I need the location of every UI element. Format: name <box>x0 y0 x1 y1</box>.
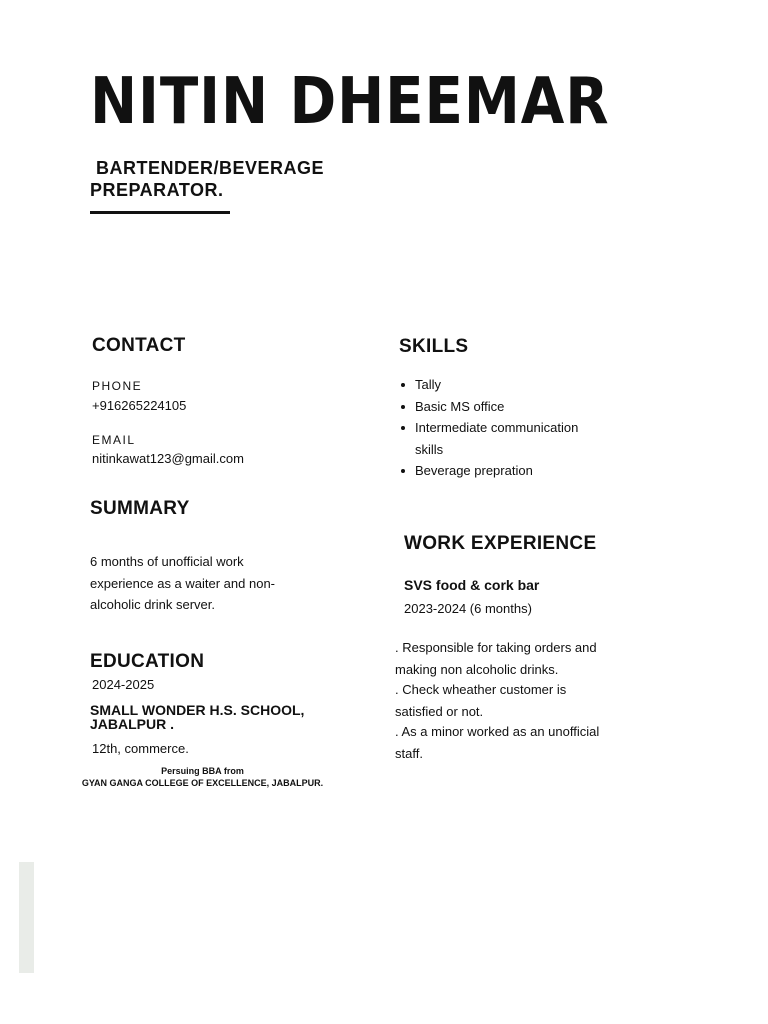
education-note <box>80 765 325 789</box>
work-heading: WORK EXPERIENCE <box>404 533 597 554</box>
job-title-line1: BARTENDER/BEVERAGE <box>96 158 325 178</box>
education-years: 2024-2025 <box>92 677 155 692</box>
phone-value: +916265224105 <box>92 398 187 413</box>
skills-heading: SKILLS <box>399 336 469 357</box>
candidate-name: NITIN DHEEMAR <box>90 65 610 139</box>
skill-item: Basic MS office <box>399 396 609 418</box>
skill-item: Beverage prepration <box>399 460 609 482</box>
work-duty-3: . As a minor worked as an unofficial staff. <box>395 724 600 761</box>
title-underline <box>90 211 230 214</box>
job-title-line2: PREPARATOR. <box>90 180 224 200</box>
work-duty-2: . Check wheather customer is satisfied or not. <box>395 682 567 719</box>
decorative-sidebar <box>19 862 34 973</box>
education-detail: 12th, commerce. <box>92 741 189 756</box>
school-name: SMALL WONDER H.S. SCHOOL, JABALPUR . <box>90 702 305 732</box>
summary-heading: SUMMARY <box>90 498 190 519</box>
phone-label: PHONE <box>92 379 143 393</box>
skills-list <box>399 374 609 482</box>
job-title <box>90 157 324 201</box>
education-heading: EDUCATION <box>90 651 205 672</box>
work-period: 2023-2024 (6 months) <box>404 601 532 616</box>
email-label: EMAIL <box>92 433 136 447</box>
email-value: nitinkawat123@gmail.com <box>92 451 244 466</box>
contact-heading: CONTACT <box>92 335 186 356</box>
summary-text: 6 months of unofficial work experience as a waiter and non-alcoholic drink server. <box>90 554 276 612</box>
education-note-line2: GYAN GANGA COLLEGE OF EXCELLENCE, JABALPUR. <box>81 778 324 788</box>
education-note-line1: Persuing BBA from <box>161 766 244 776</box>
skill-item: Tally <box>399 374 609 396</box>
skill-item: Intermediate communication skills <box>399 417 609 460</box>
employer-name: SVS food & cork bar <box>404 577 540 593</box>
work-duty-1: . Responsible for taking orders and making non alcoholic drinks. <box>395 640 597 677</box>
